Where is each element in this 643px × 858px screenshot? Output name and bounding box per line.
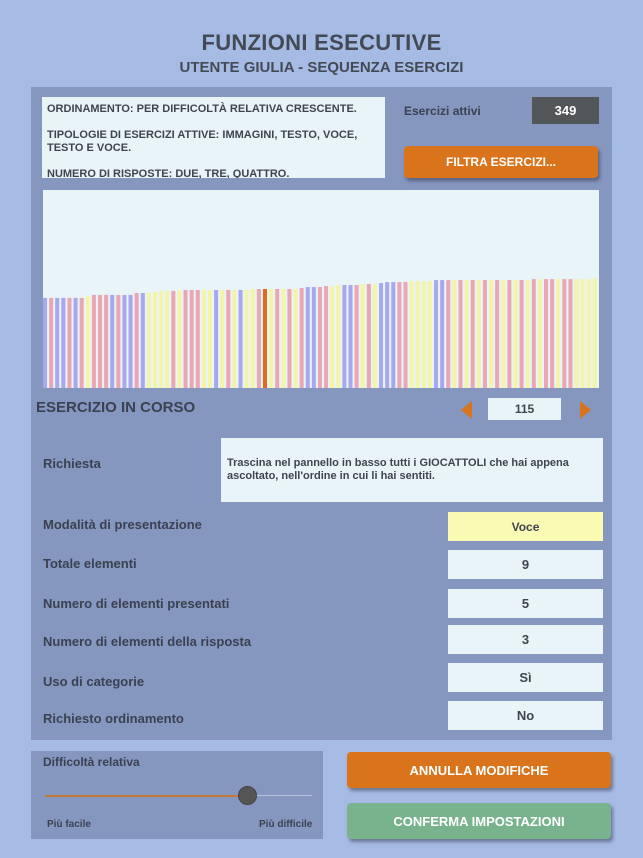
chart-bar[interactable] [171,291,175,388]
chart-bar[interactable] [226,290,230,388]
chart-bar[interactable] [122,295,126,388]
easier-label: Più facile [47,819,91,830]
chart-bar[interactable] [520,280,524,388]
chart-bar[interactable] [379,283,383,388]
chart-bar[interactable] [556,279,560,388]
chart-bar[interactable] [581,279,585,388]
chart-bar[interactable] [49,298,53,388]
chart-bar[interactable] [495,280,499,388]
chart-bar[interactable] [74,298,78,388]
next-exercise-arrow-icon[interactable] [580,401,591,419]
chart-bar[interactable] [391,282,395,388]
chart-bar[interactable] [177,291,181,388]
chart-bar[interactable] [312,287,316,388]
chart-bar[interactable] [190,290,194,388]
chart-bar[interactable] [202,290,206,388]
presented-elements-label: Numero di elementi presentati [43,596,230,611]
chart-bar[interactable] [269,289,273,388]
ordering-required-label: Richiesto ordinamento [43,711,184,726]
chart-bar[interactable] [336,285,340,388]
chart-bar[interactable] [416,281,420,388]
page-title: FUNZIONI ESECUTIVE [201,30,442,55]
chart-bar[interactable] [575,279,579,388]
chart-bar[interactable] [275,289,279,388]
answer-elements-value: 3 [448,625,603,654]
chart-bar[interactable] [135,293,139,388]
ordering-text: ORDINAMENTO: PER DIFFICOLTÀ RELATIVA CRESCENTE. [47,103,357,115]
chart-bar[interactable] [330,286,334,388]
chart-bar[interactable] [86,296,90,388]
chart-bar[interactable] [184,290,188,388]
chart-bar[interactable] [342,285,346,388]
active-exercises-count: 349 [532,97,599,124]
chart-bar[interactable] [251,289,255,388]
chart-bar[interactable] [153,292,157,388]
chart-bar[interactable] [452,280,456,388]
chart-bar[interactable] [465,280,469,388]
chart-bar[interactable] [287,289,291,388]
total-elements-value: 9 [448,550,603,579]
chart-bar[interactable] [501,280,505,388]
chart-bar[interactable] [593,278,597,388]
chart-bar[interactable] [483,280,487,388]
chart-bar[interactable] [196,290,200,388]
chart-bar[interactable] [355,285,359,388]
request-text: Trascina nel pannello in basso tutti i GIOCATTOLI che hai appena ascoltato, nell'ordine in cui li hai sentiti. [221,438,603,502]
chart-bar[interactable] [477,280,481,388]
chart-bar[interactable] [361,284,365,388]
chart-bar-current[interactable] [263,289,267,388]
chart-bar[interactable] [232,290,236,388]
chart-bar[interactable] [513,280,517,388]
chart-bar[interactable] [562,279,566,388]
chart-bar[interactable] [422,281,426,388]
chart-bar[interactable] [526,280,530,388]
chart-bar[interactable] [239,290,243,388]
chart-bar[interactable] [281,289,285,388]
chart-bar[interactable] [471,280,475,388]
chart-bar[interactable] [568,279,572,388]
chart-bar[interactable] [385,282,389,388]
presented-elements-value: 5 [448,589,603,618]
chart-bar[interactable] [300,288,304,388]
chart-bar[interactable] [55,298,59,388]
chart-bar[interactable] [434,280,438,388]
filter-exercises-button[interactable]: FILTRA ESERCIZI... [404,146,598,178]
presentation-mode-label: Modalità di presentazione [43,517,202,532]
chart-bar[interactable] [403,282,407,388]
request-label: Richiesta [43,456,101,471]
chart-bar[interactable] [214,290,218,388]
chart-bar[interactable] [245,290,249,388]
difficulty-label: Difficoltà relativa [43,755,140,769]
chart-bar[interactable] [92,295,96,388]
answer-elements-label: Numero di elementi della risposta [43,634,252,649]
types-text: TIPOLOGIE DI ESERCIZI ATTIVE: IMMAGINI, TESTO, VOCE, TESTO E VOCE. [47,129,358,154]
chart-bar[interactable] [348,285,352,388]
chart-bar[interactable] [318,287,322,388]
chart-bar[interactable] [220,290,224,388]
previous-exercise-arrow-icon[interactable] [461,401,472,419]
difficulty-chart-svg[interactable] [43,190,599,388]
chart-bar[interactable] [446,280,450,388]
chart-bar[interactable] [43,298,47,388]
chart-bar[interactable] [544,279,548,388]
difficulty-chart[interactable] [43,190,599,388]
chart-bar[interactable] [587,279,591,388]
settings-summary[interactable] [42,97,385,178]
chart-bar[interactable] [141,293,145,388]
chart-bar[interactable] [507,280,511,388]
presentation-mode-value: Voce [448,512,603,541]
chart-bar[interactable] [306,287,310,388]
chart-bar[interactable] [294,289,298,388]
chart-bar[interactable] [61,298,65,388]
harder-label: Più difficile [259,819,313,830]
chart-bar[interactable] [116,295,120,388]
chart-bar[interactable] [159,291,163,388]
chart-bar[interactable] [538,279,542,388]
chart-bar[interactable] [428,281,432,388]
chart-bar[interactable] [80,298,84,388]
categories-value: Sì [448,663,603,692]
chart-bar[interactable] [67,298,71,388]
confirm-settings-button[interactable]: CONFERMA IMPOSTAZIONI [347,803,611,839]
categories-label: Uso di categorie [43,674,145,689]
answers-text: NUMERO DI RISPOSTE: DUE, TRE, QUATTRO. [47,168,290,178]
chart-bar[interactable] [373,284,377,388]
total-elements-label: Totale elementi [43,556,137,571]
chart-bar[interactable] [489,280,493,388]
chart-bar[interactable] [550,279,554,388]
active-exercises-label: Esercizi attivi [404,104,481,118]
current-exercise-title: ESERCIZIO IN CORSO [36,399,196,416]
chart-bar[interactable] [458,280,462,388]
chart-bar[interactable] [367,284,371,388]
chart-bar[interactable] [98,295,102,388]
current-exercise-number[interactable]: 115 [488,398,561,420]
chart-bar[interactable] [397,282,401,388]
chart-bar[interactable] [532,279,536,388]
cancel-changes-button[interactable]: ANNULLA MODIFICHE [347,752,611,788]
chart-bar[interactable] [410,281,414,388]
page-subtitle: UTENTE GIULIA - SEQUENZA ESERCIZI [179,59,464,76]
chart-bar[interactable] [208,290,212,388]
chart-bar[interactable] [110,295,114,388]
chart-bar[interactable] [440,280,444,388]
chart-bar[interactable] [165,291,169,388]
chart-bar[interactable] [129,295,133,388]
chart-bar[interactable] [147,293,151,388]
chart-bar[interactable] [104,295,108,388]
ordering-required-value: No [448,701,603,730]
chart-bar[interactable] [257,289,261,388]
difficulty-slider-fill [45,795,248,797]
chart-bar[interactable] [324,286,328,388]
